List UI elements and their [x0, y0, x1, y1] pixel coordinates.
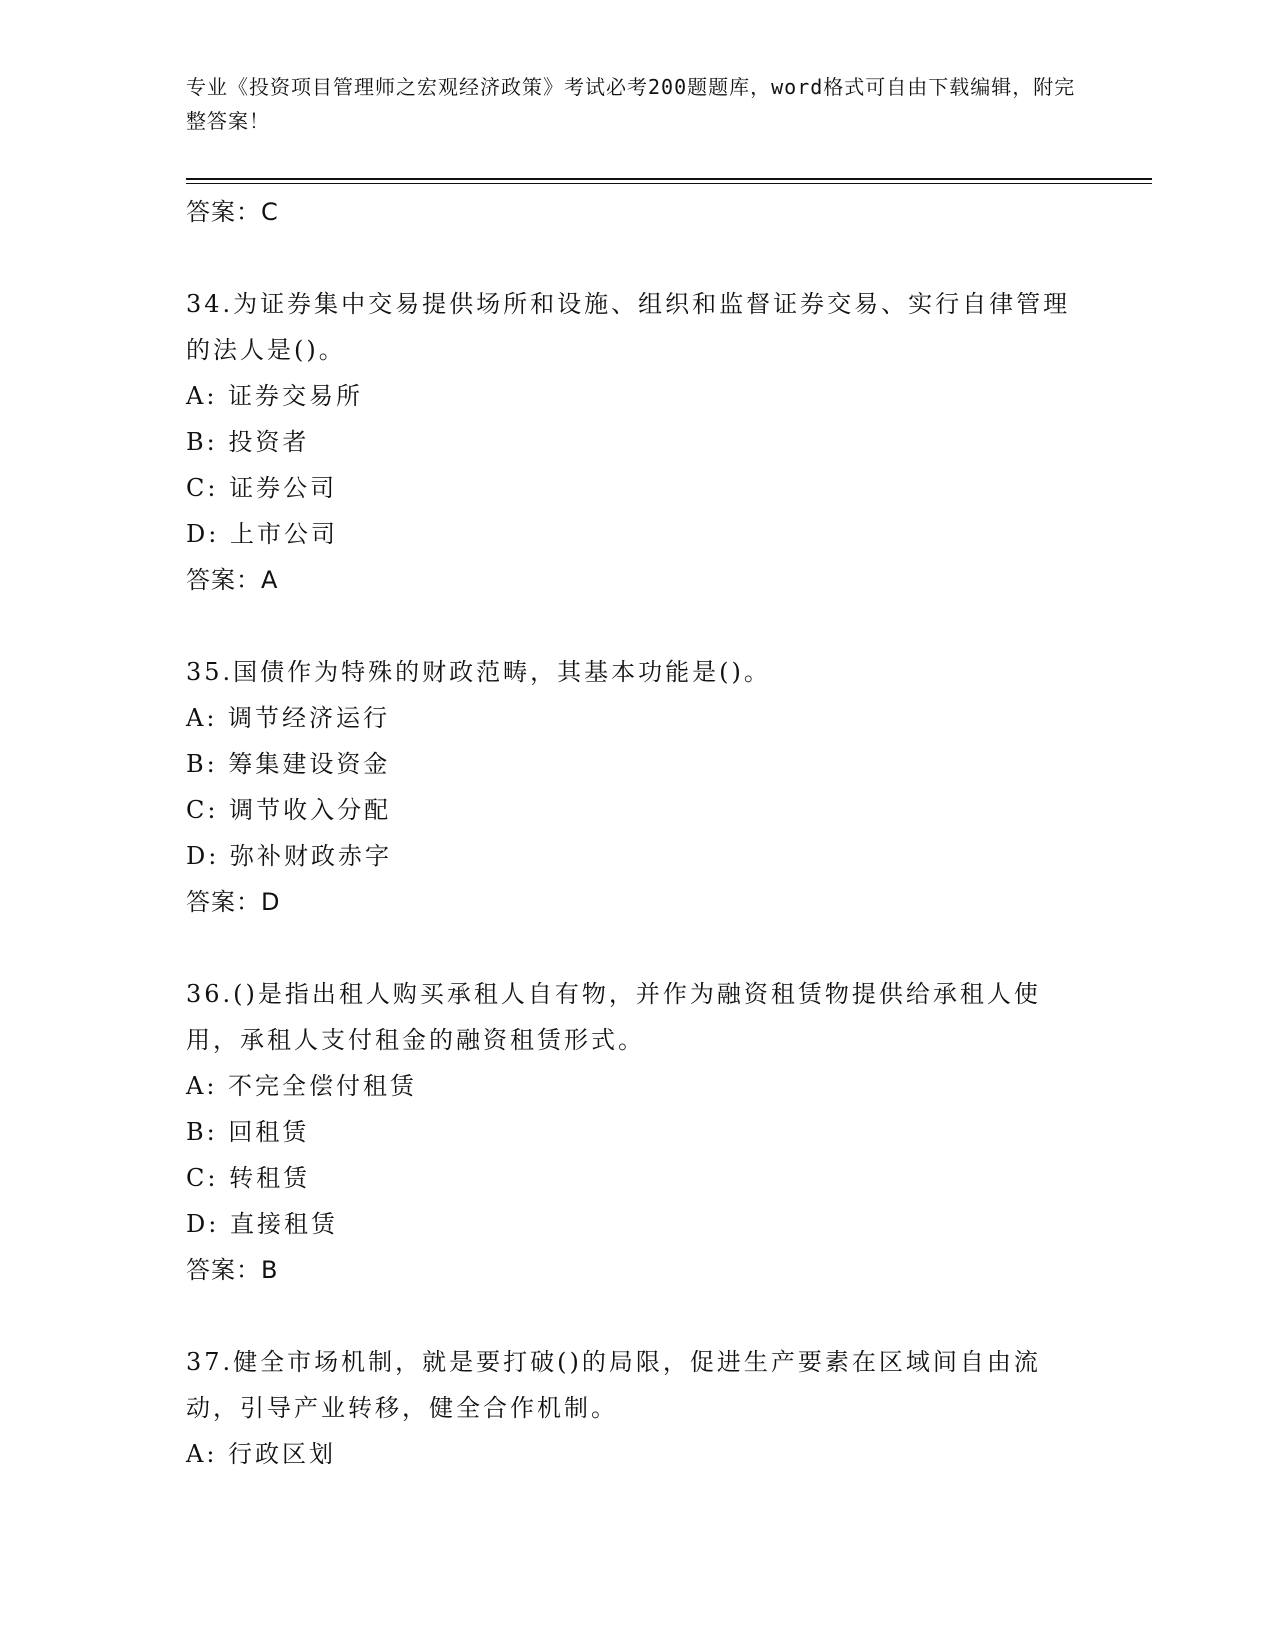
header-divider-thick [186, 178, 1152, 180]
option-b: B: 筹集建设资金 [186, 750, 391, 778]
option-d: D: 直接租赁 [186, 1210, 338, 1238]
option-c: C: 证券公司 [186, 474, 338, 502]
option-d: D: 上市公司 [186, 520, 338, 548]
question-block-36 [186, 971, 1086, 1293]
option-a: A: 证券交易所 [186, 382, 364, 410]
question-block-35 [186, 649, 1086, 925]
question-text: 37.健全市场机制，就是要打破()的局限，促进生产要素在区域间自由流动，引导产业转移，健全合作机制。 [186, 1348, 1041, 1422]
question-text: 35.国债作为特殊的财政范畴，其基本功能是()。 [186, 658, 771, 686]
option-a: A: 行政区划 [186, 1440, 337, 1468]
question-block-37 [186, 1339, 1086, 1477]
option-c: C: 转租赁 [186, 1164, 311, 1192]
question-list [186, 189, 1086, 1477]
question-block-34 [186, 281, 1086, 603]
option-a: A: 不完全偿付租赁 [186, 1072, 418, 1100]
option-a: A: 调节经济运行 [186, 704, 391, 732]
answer-line: 答案：A [186, 566, 279, 594]
document-header: 专业《投资项目管理师之宏观经济政策》考试必考200题题库，word格式可自由下载编辑，附完整答案！ [186, 75, 1076, 133]
question-text: 34.为证券集中交易提供场所和设施、组织和监督证券交易、实行自律管理的法人是()。 [186, 290, 1071, 364]
option-b: B: 投资者 [186, 428, 310, 456]
answer-line: 答案：C [186, 198, 279, 226]
answer-line: 答案：B [186, 1256, 279, 1284]
option-c: C: 调节收入分配 [186, 796, 392, 824]
option-d: D: 弥补财政赤字 [186, 842, 392, 870]
option-b: B: 回租赁 [186, 1118, 310, 1146]
answer-line: 答案：D [186, 888, 281, 916]
question-text: 36.()是指出租人购买承租人自有物，并作为融资租赁物提供给承租人使用，承租人支付租金的融资租赁形式。 [186, 980, 1041, 1054]
header-divider-thin [186, 183, 1152, 184]
